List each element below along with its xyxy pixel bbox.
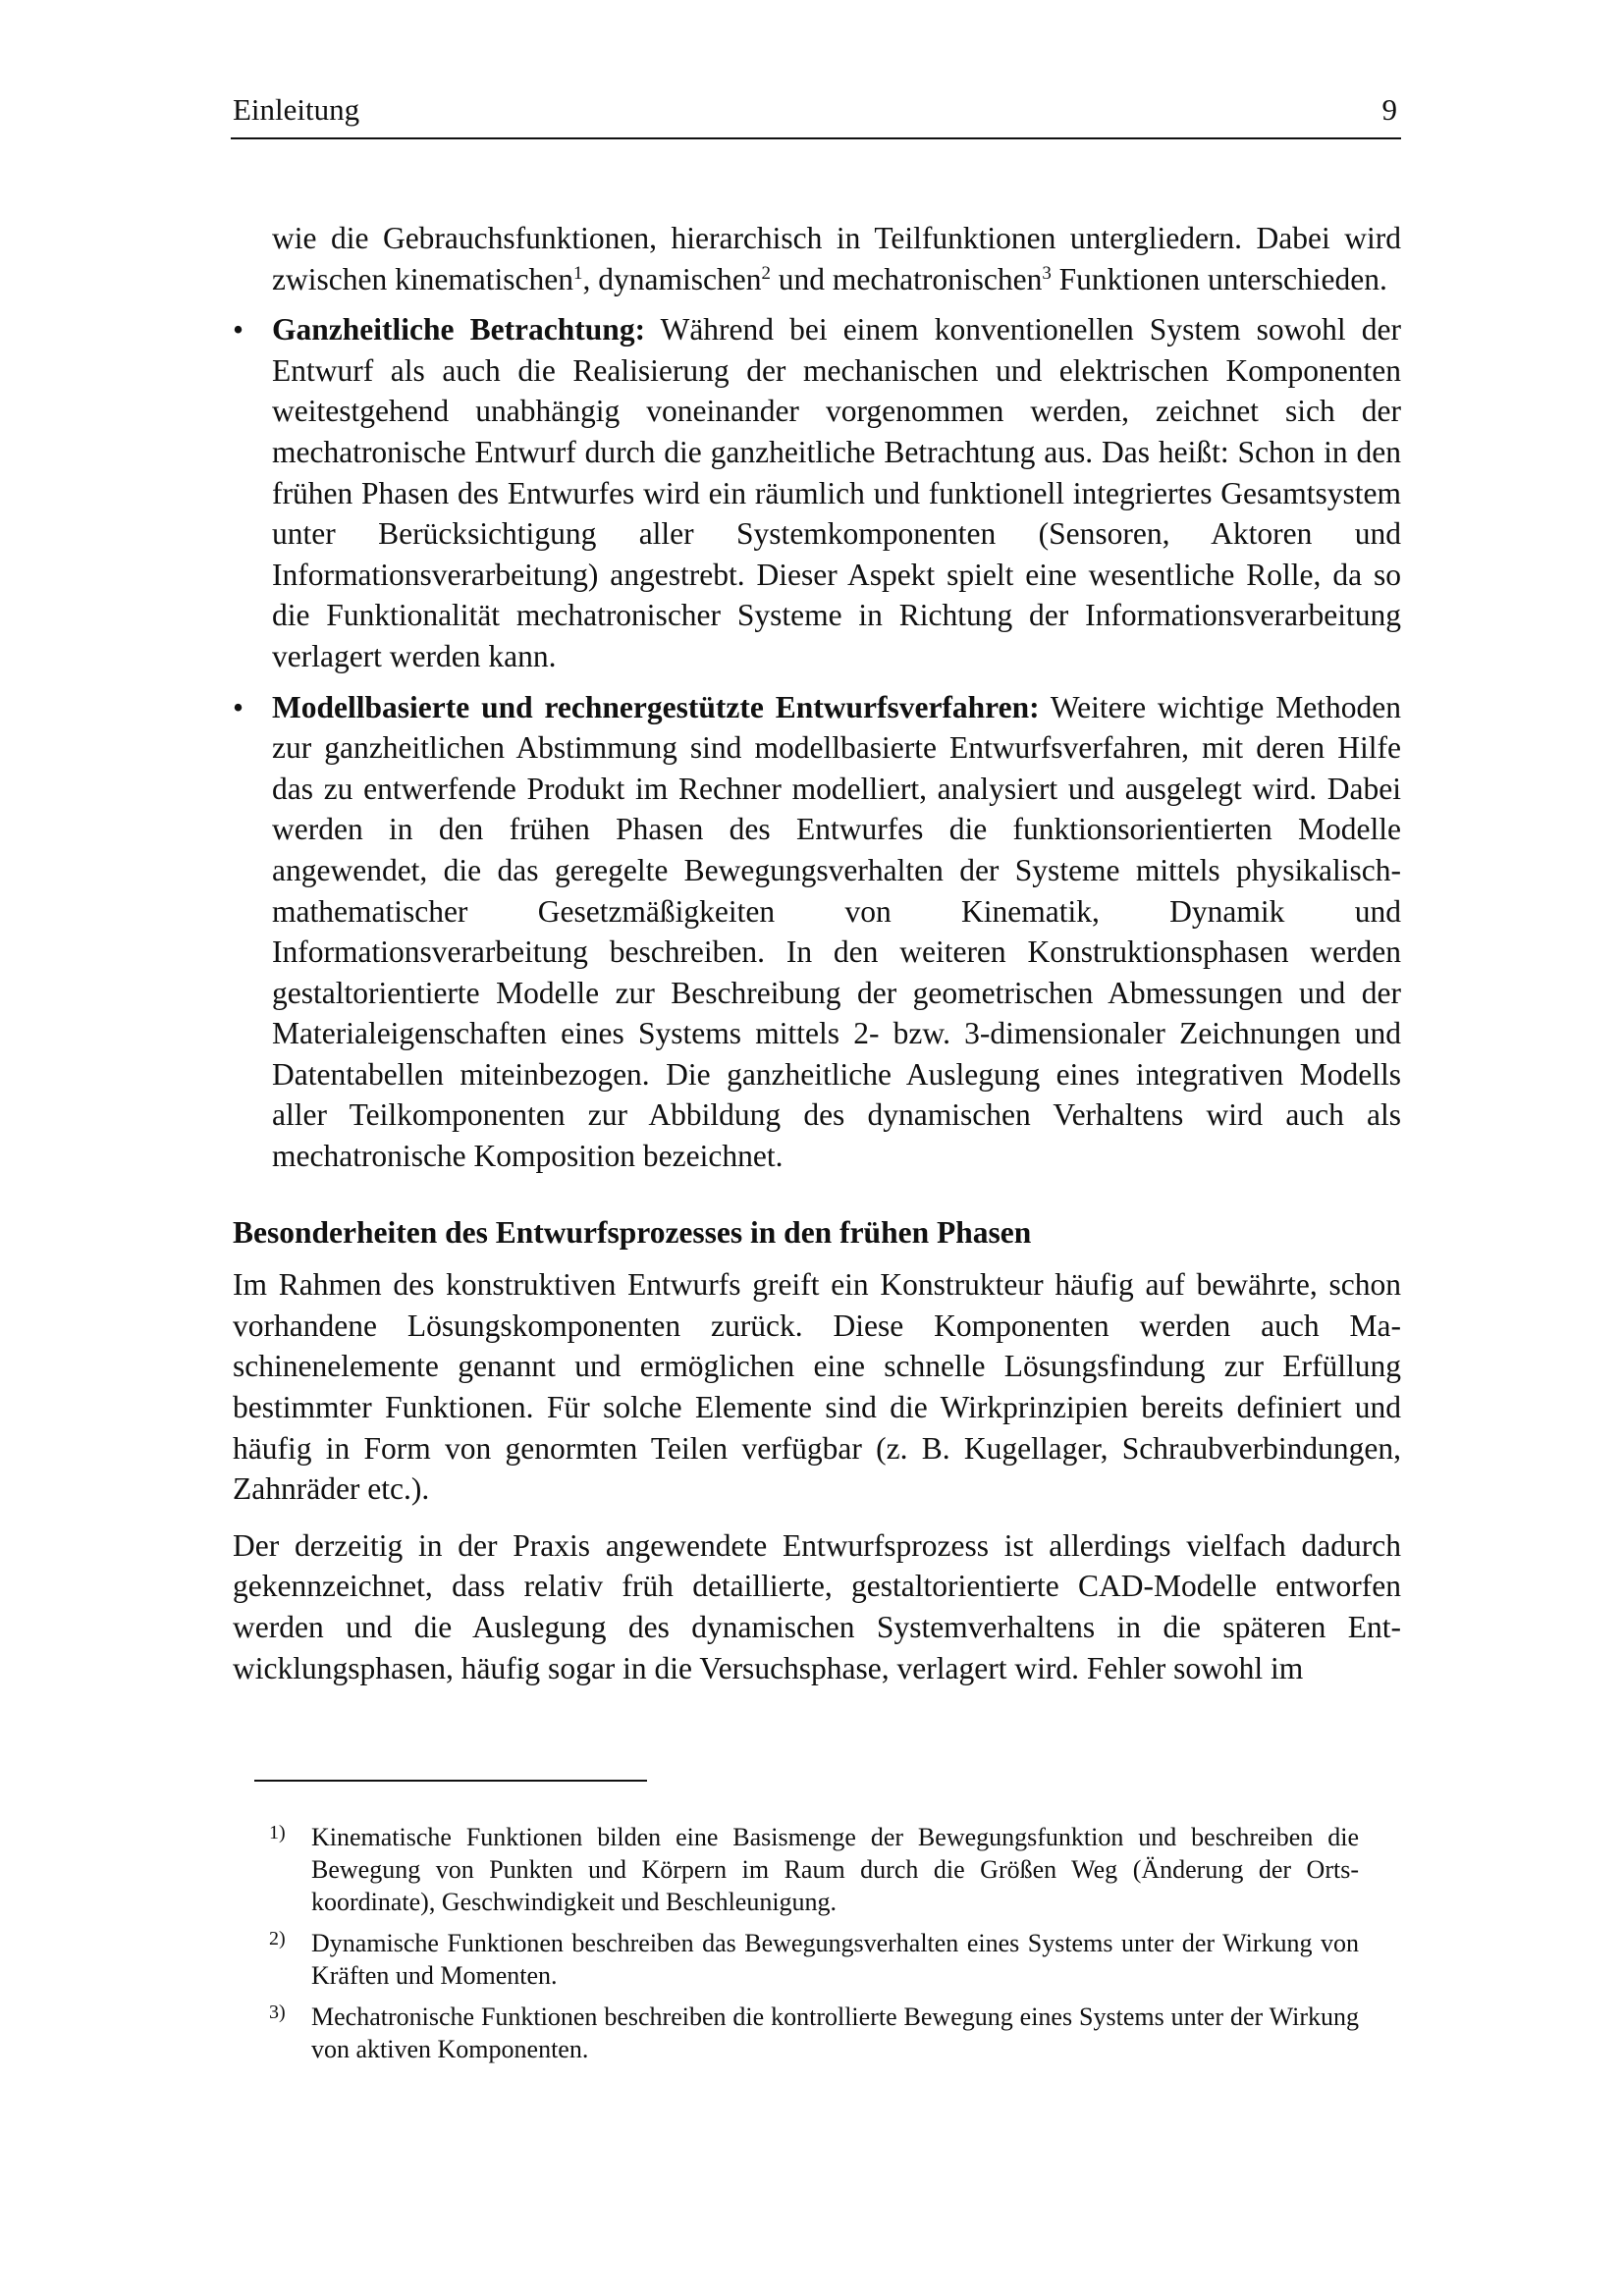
running-header — [231, 90, 1401, 139]
section-paragraph-2: Der derzeitig in der Praxis angewendete Entwurfsprozess ist allerdings vielfach dadurch gekennzeichnet, dass relativ früh detaillierte, gestaltorientierte CAD-Modelle entworfen werden und die Auslegung des dynamischen Systemverhaltens in die späteren Entwicklungsphasen, häufig sogar in die Versuchsphase, verlagert wird. Fehler sowohl im — [233, 1527, 1401, 1685]
page-number: 9 — [1381, 92, 1397, 127]
footnote-text: Mechatronische Funktionen beschreiben die kontrollierte Bewegung eines Systems unter der Wirkung von aktiven Komponenten. — [311, 2002, 1359, 2063]
intro-paragraph — [272, 218, 1401, 299]
bullet-item-ganzheitliche-betrachtung — [233, 309, 1401, 676]
bullet-paragraph — [272, 687, 1401, 1177]
intro-text-2: , dynamischen — [582, 261, 762, 296]
footnote-2 — [269, 1927, 1359, 1992]
footnotes — [269, 1821, 1359, 2074]
footnote-ref-1[interactable]: 1 — [573, 262, 583, 284]
intro-text-4: Funktionen unterschieden. — [1051, 261, 1387, 296]
footnote-text: Dynamische Funktionen beschreiben das Bewegungsverhalten eines Systems unter der Wirkung von Kräften und Momenten. — [311, 1929, 1359, 1990]
footnote-mark: 3) — [269, 2002, 286, 2023]
section-paragraph-1: Im Rahmen des konstruktiven Entwurfs greift ein Konstrukteur häufig auf bewährte, schon vorhandene Lösungskomponenten zurück. Diese Komponenten werden auch Maschinenelemente genannt und ermöglichen eine schnelle Lösungsfindung zur Erfüllung bestimmter Funktionen. Für solche Elemente sind die Wirkprinzipien bereits definiert und häufig in Form von genormten Teilen verfügbar (z. B. Kugellager, Schraubverbindungen, Zahnräder etc.). — [233, 1267, 1401, 1507]
bullet-title: Ganzheitliche Betrachtung: — [272, 312, 646, 347]
footnote-divider — [254, 1780, 647, 1782]
chapter-title: Einleitung — [233, 92, 360, 127]
intro-text-3: und mechatronischen — [770, 261, 1043, 296]
bullet-icon: • — [233, 689, 244, 724]
bullet-text: Weitere wichtige Methoden zur ganzheitlichen Abstimmung sind modellbasierte Entwurfsverfahren, mit deren Hilfe das zu entwerfende Produkt im Rechner modelliert, analysiert und ausgelegt wird. Dabei werden in den frühen Phasen des Entwurfes die funktionsorientierten Modelle angewendet, die das geregelte Bewegungsverhalten der Systeme mittels physikalisch-mathematischer Gesetzmäßigkeiten von Kinematik, Dynamik und Informationsverarbeitung beschreiben. In den weiteren Konstruktionsphasen werden gestaltorientierte Modelle zur Beschreibung der geometrischen Abmessungen und der Materialeigenschaften eines Systems mittels 2- bzw. 3-dimensionaler Zeichnungen und Datentabellen miteinbezogen. Die ganzheitliche Auslegung eines integrativen Modells aller Teilkomponenten zur Abbildung des dynamischen Verhaltens wird auch als mechatronische Komposition bezeichnet. — [272, 689, 1401, 1174]
bullet-paragraph — [272, 309, 1401, 676]
bullet-title: Modellbasierte und rechnergestützte Entwurfsverfahren: — [272, 689, 1040, 724]
footnote-text: Kinematische Funktionen bilden eine Basismenge der Bewegungsfunktion und beschreiben die Bewegung von Punkten und Körpern im Raum durch die Größen Weg (Änderung der Ortskoordinate), Geschwindigkeit und Beschleunigung. — [311, 1823, 1359, 1916]
footnote-mark: 1) — [269, 1822, 286, 1843]
footnote-3 — [269, 2001, 1359, 2065]
intro-text-1: wie die Gebrauchsfunktionen, hierarchisch in Teilfunktionen untergliedern. Dabei wird zwischen kinematischen — [272, 221, 1401, 296]
section-heading: Besonderheiten des Entwurfsprozesses in den frühen Phasen — [233, 1214, 1032, 1250]
bullet-text: Während bei einem konventionellen System sowohl der Entwurf als auch die Realisierung der mechanischen und elektrischen Komponenten weitestgehend unabhängig voneinander vorgenommen werden, zeichnet sich der mechatronische Entwurf durch die ganzheitliche Betrachtung aus. Das heißt: Schon in den frühen Phasen des Entwurfes wird ein räumlich und funktionell integriertes Gesamtsystem unter Berücksichtigung aller Systemkomponenten (Sensoren, Aktoren und Informationsverarbeitung) angestrebt. Dieser Aspekt spielt eine wesentliche Rolle, da so die Funktionalität mechatronischer Systeme in Richtung der Informationsverarbeitung verlagert werden kann. — [272, 312, 1401, 673]
bullet-icon: • — [233, 312, 244, 347]
footnote-ref-2[interactable]: 2 — [761, 262, 771, 284]
footnote-ref-3[interactable]: 3 — [1042, 262, 1052, 284]
bullet-item-modellbasierte-entwurfsverfahren — [233, 687, 1401, 1177]
footnote-1 — [269, 1821, 1359, 1918]
main-text — [233, 218, 1401, 1688]
footnote-mark: 2) — [269, 1928, 286, 1949]
